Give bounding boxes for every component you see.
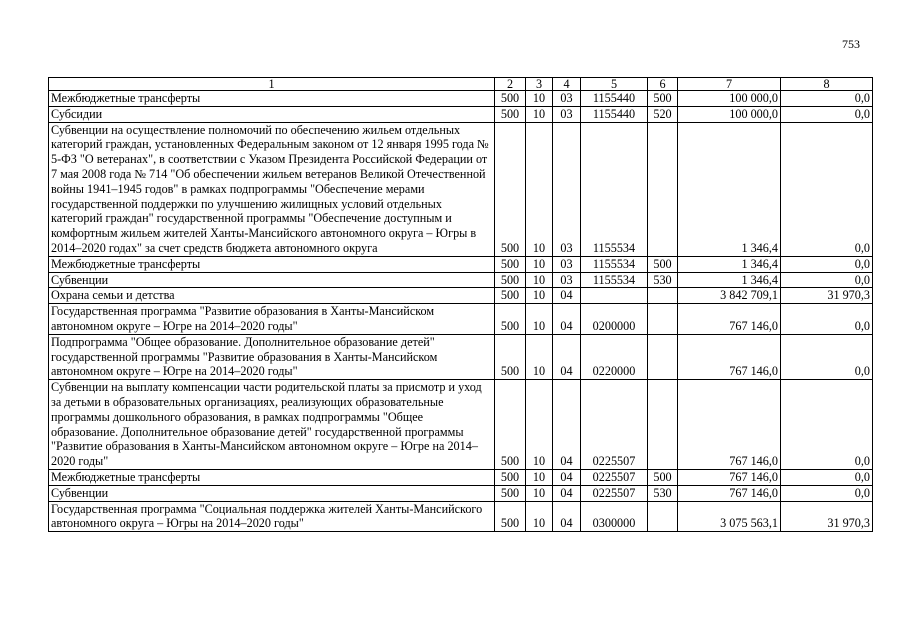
table-row bbox=[49, 501, 873, 532]
row-name-cell: Межбюджетные трансферты bbox=[49, 469, 495, 485]
row-code-cell: 04 bbox=[553, 380, 581, 470]
table-row bbox=[49, 106, 873, 122]
row-code-cell: 500 bbox=[495, 122, 526, 256]
row-code-cell: 1155534 bbox=[581, 272, 648, 288]
row-amount-cell: 767 146,0 bbox=[678, 469, 781, 485]
row-amount-cell: 0,0 bbox=[781, 469, 873, 485]
row-code-cell: 04 bbox=[553, 304, 581, 335]
row-amount-cell: 0,0 bbox=[781, 122, 873, 256]
row-code-cell: 500 bbox=[495, 334, 526, 379]
row-code-cell: 10 bbox=[526, 469, 553, 485]
row-code-cell: 500 bbox=[495, 91, 526, 107]
row-name-cell: Межбюджетные трансферты bbox=[49, 91, 495, 107]
table-row bbox=[49, 288, 873, 304]
row-amount-cell: 31 970,3 bbox=[781, 501, 873, 532]
row-code-cell: 04 bbox=[553, 501, 581, 532]
row-code-cell: 04 bbox=[553, 334, 581, 379]
row-code-cell: 04 bbox=[553, 485, 581, 501]
row-amount-cell: 0,0 bbox=[781, 272, 873, 288]
row-amount-cell: 767 146,0 bbox=[678, 485, 781, 501]
row-code-cell: 500 bbox=[495, 380, 526, 470]
row-code-cell: 500 bbox=[648, 91, 678, 107]
row-code-cell: 500 bbox=[495, 469, 526, 485]
row-code-cell bbox=[648, 501, 678, 532]
row-code-cell: 1155534 bbox=[581, 122, 648, 256]
table-row bbox=[49, 256, 873, 272]
row-code-cell: 10 bbox=[526, 272, 553, 288]
row-code-cell: 520 bbox=[648, 106, 678, 122]
row-name-cell: Субвенции bbox=[49, 272, 495, 288]
row-name-cell: Подпрограмма "Общее образование. Дополнительное образование детей" государственной программы "Развитие образования в Ханты-Мансийском автономном округе – Югре на 2014–2020 годы" bbox=[49, 334, 495, 379]
row-name-cell: Субвенции на осуществление полномочий по обеспечению жильем отдельных категорий граждан, установленных Федеральным законом от 12 января 1995 года № 5-ФЗ "О ветеранах", в соответствии с Указом Президента Российской Федерации от 7 мая 2008 года № 714 "Об обеспечении жильем ветеранов Великой Отечественной войны 1941–1945 годов" в рамках подпрограммы "Обеспечение мерами государственной поддержки по улучшению жилищных условий отдельных категорий граждан" государственной программы "Обеспечение доступным и комфортным жильем жителей Ханты-Мансийского автономного округа – Югры в 2014–2020 годах" за счет средств бюджета автономного округа bbox=[49, 122, 495, 256]
row-code-cell: 530 bbox=[648, 485, 678, 501]
header-cell: 1 bbox=[49, 78, 495, 91]
row-amount-cell: 1 346,4 bbox=[678, 122, 781, 256]
row-code-cell: 10 bbox=[526, 380, 553, 470]
row-code-cell: 10 bbox=[526, 501, 553, 532]
row-code-cell: 0200000 bbox=[581, 304, 648, 335]
row-code-cell: 03 bbox=[553, 256, 581, 272]
row-amount-cell: 767 146,0 bbox=[678, 304, 781, 335]
row-code-cell: 10 bbox=[526, 122, 553, 256]
row-name-cell: Субсидии bbox=[49, 106, 495, 122]
table-row bbox=[49, 91, 873, 107]
row-name-cell: Субвенции bbox=[49, 485, 495, 501]
row-code-cell: 530 bbox=[648, 272, 678, 288]
header-cell: 3 bbox=[526, 78, 553, 91]
row-code-cell: 10 bbox=[526, 334, 553, 379]
table-row bbox=[49, 485, 873, 501]
row-amount-cell: 0,0 bbox=[781, 334, 873, 379]
row-code-cell: 0220000 bbox=[581, 334, 648, 379]
row-code-cell: 0225507 bbox=[581, 469, 648, 485]
row-code-cell: 03 bbox=[553, 91, 581, 107]
header-cell: 4 bbox=[553, 78, 581, 91]
row-code-cell: 500 bbox=[495, 304, 526, 335]
row-code-cell: 10 bbox=[526, 485, 553, 501]
header-cell: 2 bbox=[495, 78, 526, 91]
table-row bbox=[49, 334, 873, 379]
row-code-cell: 500 bbox=[495, 485, 526, 501]
row-amount-cell: 0,0 bbox=[781, 106, 873, 122]
row-code-cell: 10 bbox=[526, 256, 553, 272]
row-code-cell: 03 bbox=[553, 272, 581, 288]
header-cell: 8 bbox=[781, 78, 873, 91]
row-code-cell: 0225507 bbox=[581, 485, 648, 501]
row-amount-cell: 31 970,3 bbox=[781, 288, 873, 304]
row-name-cell: Государственная программа "Социальная поддержка жителей Ханты-Мансийского автономного округа – Югры на 2014–2020 годы" bbox=[49, 501, 495, 532]
header-row bbox=[49, 78, 873, 91]
row-code-cell: 500 bbox=[495, 501, 526, 532]
row-code-cell: 04 bbox=[553, 288, 581, 304]
row-code-cell: 10 bbox=[526, 91, 553, 107]
row-amount-cell: 1 346,4 bbox=[678, 272, 781, 288]
row-name-cell: Охрана семьи и детства bbox=[49, 288, 495, 304]
row-code-cell: 500 bbox=[648, 469, 678, 485]
table-row bbox=[49, 122, 873, 256]
row-amount-cell: 0,0 bbox=[781, 256, 873, 272]
row-code-cell: 500 bbox=[495, 288, 526, 304]
table-row bbox=[49, 304, 873, 335]
row-code-cell bbox=[648, 122, 678, 256]
row-code-cell: 500 bbox=[495, 106, 526, 122]
row-code-cell: 10 bbox=[526, 106, 553, 122]
row-amount-cell: 3 075 563,1 bbox=[678, 501, 781, 532]
row-amount-cell: 100 000,0 bbox=[678, 91, 781, 107]
row-code-cell bbox=[648, 304, 678, 335]
table-row bbox=[49, 380, 873, 470]
row-amount-cell: 767 146,0 bbox=[678, 334, 781, 379]
row-code-cell: 1155440 bbox=[581, 91, 648, 107]
row-code-cell: 04 bbox=[553, 469, 581, 485]
table-row bbox=[49, 469, 873, 485]
row-code-cell: 10 bbox=[526, 288, 553, 304]
row-code-cell: 1155534 bbox=[581, 256, 648, 272]
row-code-cell bbox=[648, 334, 678, 379]
table-row bbox=[49, 272, 873, 288]
header-cell: 6 bbox=[648, 78, 678, 91]
row-amount-cell: 767 146,0 bbox=[678, 380, 781, 470]
row-code-cell: 500 bbox=[495, 256, 526, 272]
row-code-cell: 03 bbox=[553, 122, 581, 256]
row-name-cell: Межбюджетные трансферты bbox=[49, 256, 495, 272]
row-amount-cell: 100 000,0 bbox=[678, 106, 781, 122]
row-amount-cell: 1 346,4 bbox=[678, 256, 781, 272]
page-number: 753 bbox=[842, 37, 860, 51]
header-cell: 5 bbox=[581, 78, 648, 91]
row-amount-cell: 0,0 bbox=[781, 485, 873, 501]
row-amount-cell: 3 842 709,1 bbox=[678, 288, 781, 304]
row-code-cell bbox=[648, 380, 678, 470]
header-cell: 7 bbox=[678, 78, 781, 91]
row-amount-cell: 0,0 bbox=[781, 91, 873, 107]
row-code-cell: 0225507 bbox=[581, 380, 648, 470]
row-name-cell: Государственная программа "Развитие образования в Ханты-Мансийском автономном округе – Югре на 2014–2020 годы" bbox=[49, 304, 495, 335]
row-amount-cell: 0,0 bbox=[781, 304, 873, 335]
row-code-cell: 03 bbox=[553, 106, 581, 122]
budget-table bbox=[48, 77, 873, 532]
table-body bbox=[49, 78, 873, 532]
row-code-cell: 0300000 bbox=[581, 501, 648, 532]
row-code-cell: 10 bbox=[526, 304, 553, 335]
row-amount-cell: 0,0 bbox=[781, 380, 873, 470]
row-code-cell: 1155440 bbox=[581, 106, 648, 122]
row-code-cell: 500 bbox=[648, 256, 678, 272]
row-name-cell: Субвенции на выплату компенсации части родительской платы за присмотр и уход за детьми в образовательных организациях, реализующих образовательные программы дошкольного образования, в рамках подпрограммы "Общее образование. Дополнительное образование детей" государственной программы "Развитие образования в Ханты-Мансийском автономном округе – Югре на 2014–2020 годы" bbox=[49, 380, 495, 470]
row-code-cell: 500 bbox=[495, 272, 526, 288]
row-code-cell bbox=[581, 288, 648, 304]
row-code-cell bbox=[648, 288, 678, 304]
